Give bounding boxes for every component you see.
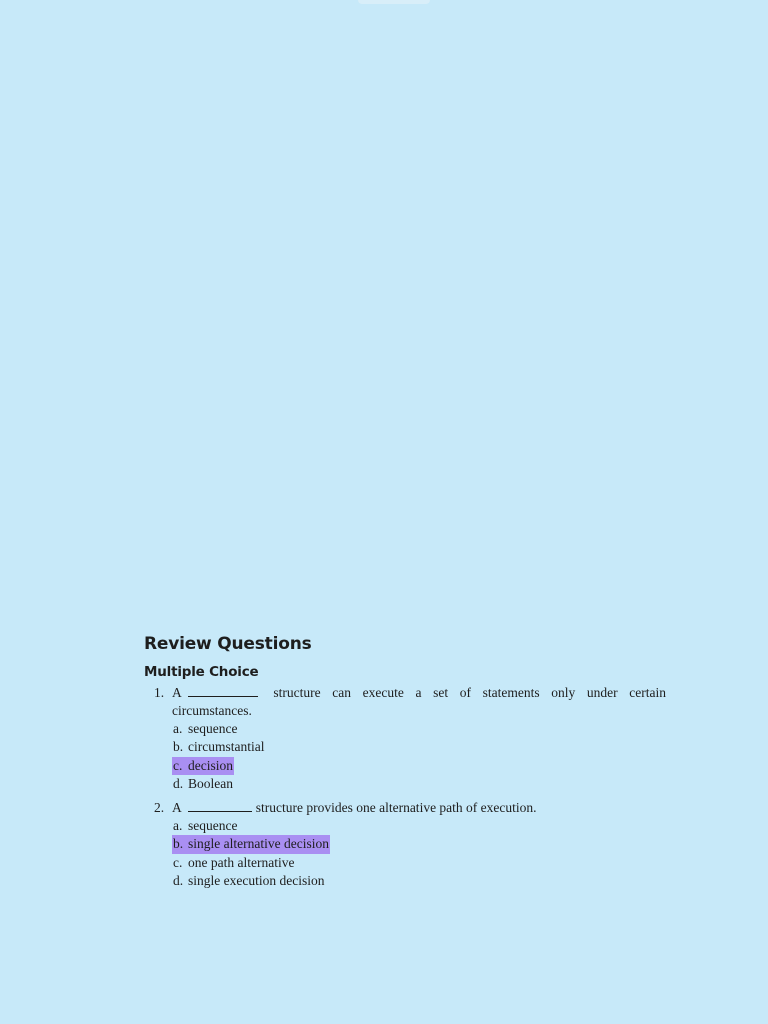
option-d[interactable] <box>172 872 666 890</box>
option-letter: b. <box>173 739 184 755</box>
option-text: one path alternative <box>188 854 295 870</box>
option-content-highlighted <box>172 835 330 853</box>
question-stem-before: A <box>172 800 182 816</box>
option-letter: d. <box>173 873 184 889</box>
option-letter: b. <box>173 836 184 852</box>
question-1 <box>144 684 666 793</box>
option-letter: a. <box>173 721 183 736</box>
option-letter: c. <box>173 854 183 870</box>
option-content <box>172 817 238 835</box>
answer-options <box>172 817 666 890</box>
option-text: single execution decision <box>188 873 325 889</box>
option-text: circumstantial <box>188 739 265 755</box>
option-d[interactable] <box>172 775 666 793</box>
question-stem <box>172 684 666 720</box>
option-content <box>172 854 295 872</box>
page-edge-smudge <box>358 0 430 4</box>
option-a[interactable] <box>172 720 666 738</box>
question-stem-before: A <box>172 685 182 700</box>
review-questions-section <box>144 632 666 896</box>
option-c[interactable] <box>172 854 666 872</box>
option-text: decision <box>188 757 233 773</box>
option-letter: a. <box>173 818 183 834</box>
option-a[interactable] <box>172 817 666 835</box>
option-text: sequence <box>188 818 238 834</box>
option-b[interactable] <box>172 738 666 756</box>
option-content <box>172 872 325 890</box>
option-text: Boolean <box>188 775 233 791</box>
question-number: 2. <box>154 800 165 816</box>
option-content <box>172 738 265 756</box>
option-content <box>172 720 238 738</box>
option-content-highlighted <box>172 757 234 775</box>
option-text: single alternative decision <box>188 836 329 852</box>
question-2 <box>144 799 666 890</box>
option-letter: d. <box>173 775 184 791</box>
answer-blank <box>188 684 258 697</box>
option-c[interactable] <box>172 757 666 775</box>
question-stem-after: structure can execute a set of statements only under certain circumstances. <box>172 685 666 718</box>
question-stem <box>172 799 666 817</box>
subsection-title: Multiple Choice <box>144 664 259 680</box>
question-number: 1. <box>154 685 165 700</box>
answer-options <box>172 720 666 793</box>
option-text: sequence <box>188 721 238 736</box>
option-letter: c. <box>173 757 183 773</box>
answer-blank <box>188 799 252 812</box>
option-b[interactable] <box>172 835 666 853</box>
option-content <box>172 775 234 793</box>
section-title: Review Questions <box>144 634 312 654</box>
question-stem-after: structure provides one alternative path of execution. <box>255 800 537 816</box>
